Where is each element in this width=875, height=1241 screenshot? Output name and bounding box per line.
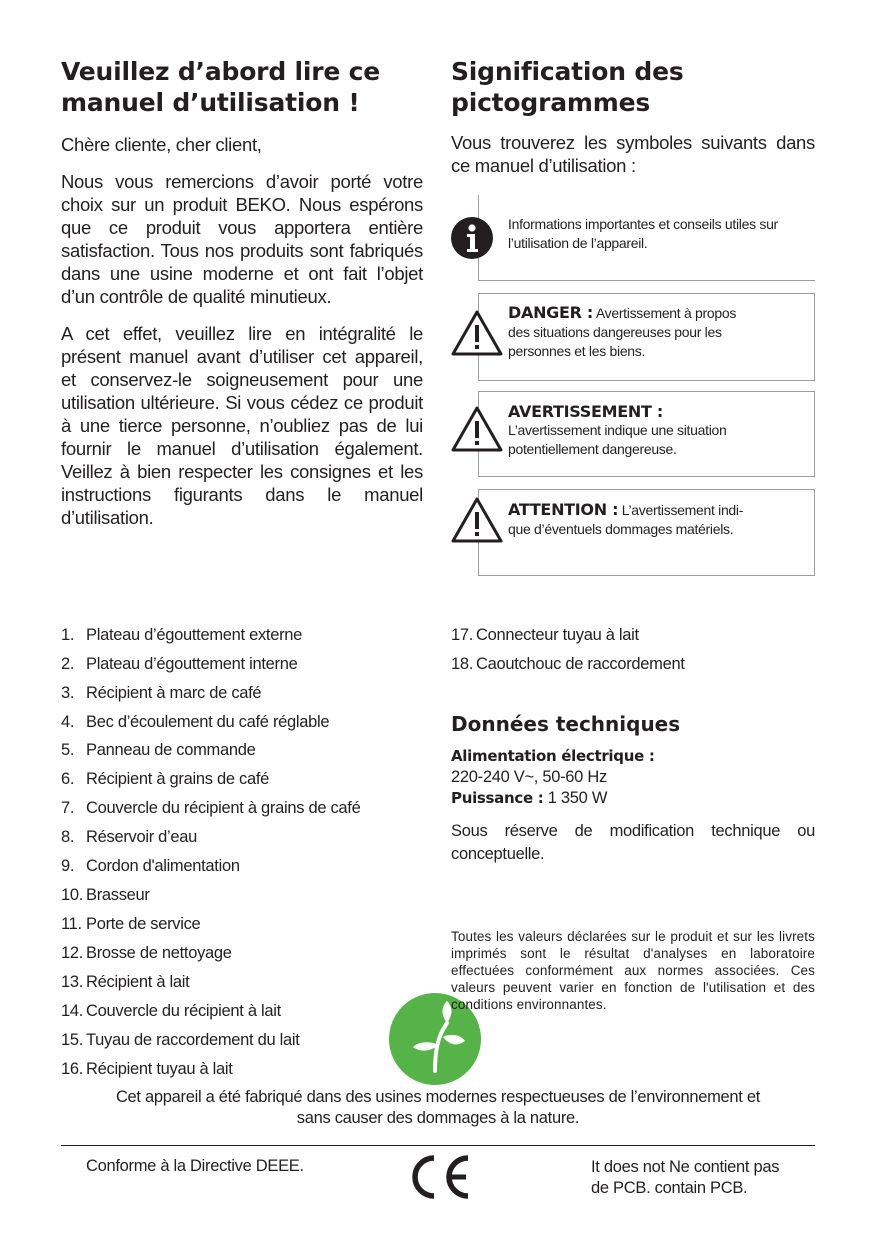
- greeting: Chère cliente, cher client,: [61, 134, 262, 155]
- intro-paragraph-2: A cet effet, veuillez lire en intégralité le présent manuel avant d’utiliser cet appareil, et conservez-le soigneusement pour une utilisation ultérieure. Si vous cédez ce produit à une tierce personne, n’oubliez pas de lui fournir le manuel d’utilisation également. Veillez à bien respecter les consignes et les instructions figurants dans le manuel d’utilisation.: [61, 323, 423, 528]
- intro-paragraph-1: Nous vous remercions d’avoir porté votre choix sur un produit BEKO. Nous espérons que ce produit vous apportera entière satisfaction. Tous nos produits sont fabriqués dans une usine moderne et ont fait l’objet d’un contrôle de qualité minutieux.: [61, 171, 423, 307]
- power-label: Puissance :: [451, 789, 544, 807]
- pictogram-warning-heading: AVERTISSEMENT :: [508, 402, 663, 421]
- pictogram-info: [451, 195, 815, 281]
- list-item: 9. Cordon d'alimentation: [61, 857, 240, 875]
- pcb-statement: [591, 1157, 821, 1199]
- list-item: 2. Plateau d’égouttement interne: [61, 655, 298, 673]
- parts-list-right: [451, 626, 815, 686]
- list-item: 15. Tuyau de raccordement du lait: [61, 1031, 300, 1049]
- pictogram-danger: [451, 293, 815, 381]
- pictogram-caution-heading: ATTENTION :: [508, 500, 619, 519]
- warning-triangle-icon: [451, 309, 503, 357]
- pictogram-caution-desc-2: que d’éventuels dommages matériels.: [508, 521, 734, 537]
- pictogram-danger-desc-1: Avertissement à propos: [595, 305, 737, 321]
- pcb-statement-line-2: de PCB. contain PCB.: [591, 1179, 748, 1197]
- parts-list-left: [61, 626, 431, 1086]
- pictogram-caution: [451, 489, 815, 576]
- list-item: 11. Porte de service: [61, 915, 201, 933]
- list-item: 3. Récipient à marc de café: [61, 684, 262, 702]
- list-item: 13. Récipient à lait: [61, 973, 190, 991]
- pictogram-caution-text: [508, 500, 798, 539]
- warning-triangle-icon: [451, 496, 503, 544]
- list-item: 8. Réservoir d’eau: [61, 828, 198, 846]
- eco-statement-line-1: Cet appareil a été fabriqué dans des usines modernes respectueuses de l’environnement et: [115, 1088, 761, 1106]
- power-supply-value: 220-240 V~, 50-60 Hz: [451, 768, 607, 786]
- eco-statement: [61, 1087, 815, 1129]
- tech-data-title: Données techniques: [451, 712, 681, 736]
- list-item: 5. Panneau de commande: [61, 741, 256, 759]
- warning-triangle-icon: [451, 405, 503, 453]
- intro-section: [61, 56, 423, 529]
- pictogram-danger-desc-2: des situations dangereuses pour les personnes et les biens.: [508, 324, 722, 359]
- list-item: 12. Brosse de nettoyage: [61, 944, 232, 962]
- page-title-right: Signification des pictogrammes: [451, 57, 684, 117]
- pictogram-info-text: Informations importantes et conseils utiles sur l’utilisation de l’appareil.: [508, 216, 778, 251]
- pictogram-caution-desc-1: L’avertissement indi-: [621, 502, 744, 518]
- eco-statement-line-2: sans causer des dommages à la nature.: [296, 1109, 580, 1127]
- list-item: 10. Brasseur: [61, 886, 150, 904]
- power-value: 1 350 W: [547, 789, 608, 807]
- list-item: 18. Caoutchouc de raccordement: [451, 655, 685, 673]
- disclaimer-text: Toutes les valeurs déclarées sur le produit et sur les livrets imprimés sont le résultat d'analyses en laboratoire effectuées conformément aux normes associées. Ces valeurs peuvent varier en fonction de l'utilisation et des conditions environnantes.: [451, 929, 815, 1012]
- list-item: 4. Bec d’écoulement du café réglable: [61, 713, 330, 731]
- list-item: 6. Récipient à grains de café: [61, 770, 269, 788]
- info-icon: [451, 217, 493, 259]
- page-title-left: Veuillez d’abord lire ce manuel d’utilisation !: [61, 57, 381, 117]
- ce-mark-icon: [404, 1152, 474, 1207]
- pcb-statement-line-1: It does not Ne contient pas: [591, 1158, 780, 1176]
- pictogram-intro: Vous trouverez les symboles suivants dans ce manuel d’utilisation :: [451, 132, 815, 176]
- pictogram-warning-text: [508, 402, 783, 459]
- footer-divider: [61, 1145, 815, 1146]
- deee-compliance: Conforme à la Directive DEEE.: [86, 1157, 304, 1175]
- list-item: 1. Plateau d’égouttement externe: [61, 626, 303, 644]
- list-item: 16. Récipient tuyau à lait: [61, 1060, 233, 1078]
- tech-note: Sous réserve de modification technique ou conceptuelle.: [451, 822, 815, 863]
- pictogram-warning-desc: L’avertissement indique une situation potentiellement dangereuse.: [508, 422, 727, 457]
- list-item: 17. Connecteur tuyau à lait: [451, 626, 639, 644]
- pictogram-danger-heading: DANGER :: [508, 303, 594, 322]
- power-supply-label: Alimentation électrique :: [451, 747, 655, 765]
- pictogram-section: [451, 56, 815, 177]
- pictogram-warning: [451, 391, 815, 477]
- tech-data-block: [451, 746, 815, 866]
- pictogram-danger-text: [508, 303, 798, 361]
- list-item: 7. Couvercle du récipient à grains de café: [61, 799, 361, 817]
- list-item: 14. Couvercle du récipient à lait: [61, 1002, 281, 1020]
